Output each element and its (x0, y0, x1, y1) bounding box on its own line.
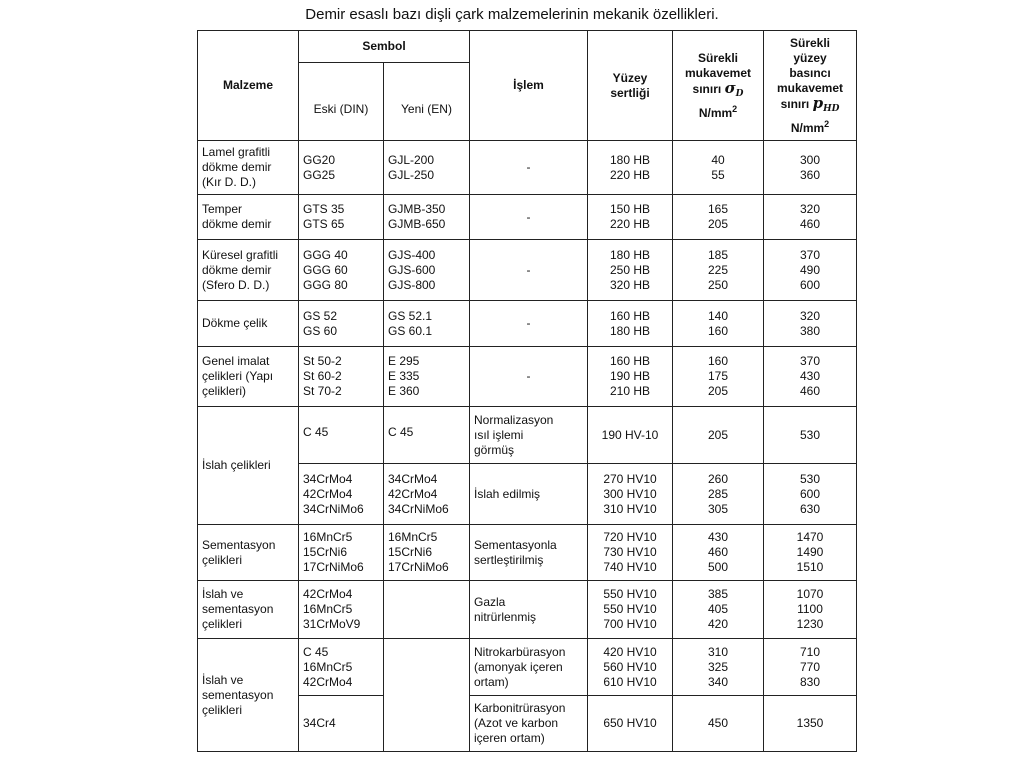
table-row (198, 141, 857, 195)
malzeme-cell: Genel imalat çelikleri (Yapı çelikleri) (198, 347, 299, 407)
malzeme-cell: Dökme çelik (198, 301, 299, 347)
islem-cell: İslah edilmiş (470, 464, 588, 525)
eski-cell: C 45 16MnCr5 42CrMo4 (299, 639, 384, 696)
eski-cell: GG20 GG25 (299, 141, 384, 195)
phd-cell: 1070 1100 1230 (764, 581, 857, 639)
sertlik-cell: 270 HV10 300 HV10 310 HV10 (588, 464, 673, 525)
header-row-1 (198, 31, 857, 63)
sigma-cell: 165 205 (673, 195, 764, 240)
eski-cell: 16MnCr5 15CrNi6 17CrNiMo6 (299, 525, 384, 581)
header-sembol: Sembol (299, 31, 470, 63)
sigma-cell: 205 (673, 407, 764, 464)
yeni-cell: 16MnCr5 15CrNi6 17CrNiMo6 (384, 525, 470, 581)
eski-cell: 42CrMo4 16MnCr5 31CrMoV9 (299, 581, 384, 639)
islem-cell: - (470, 240, 588, 301)
malzeme-cell: Küresel grafitli dökme demir (Sfero D. D.) (198, 240, 299, 301)
table-row (198, 407, 857, 464)
phd-cell: 710 770 830 (764, 639, 857, 696)
sertlik-cell: 150 HB 220 HB (588, 195, 673, 240)
table-row (198, 301, 857, 347)
phd-cell: 1350 (764, 696, 857, 752)
eski-cell: 34CrMo4 42CrMo4 34CrNiMo6 (299, 464, 384, 525)
islem-cell: Sementasyonla sertleştirilmiş (470, 525, 588, 581)
sigma-cell: 385 405 420 (673, 581, 764, 639)
malzeme-cell: Temper dökme demir (198, 195, 299, 240)
phd-cell: 320 460 (764, 195, 857, 240)
sigma-cell: 160 175 205 (673, 347, 764, 407)
sigma-cell: 260 285 305 (673, 464, 764, 525)
sigma-cell: 450 (673, 696, 764, 752)
islem-cell: - (470, 195, 588, 240)
eski-cell: GS 52 GS 60 (299, 301, 384, 347)
header-eski-din: Eski (DIN) (299, 63, 384, 141)
yeni-cell: GJS-400 GJS-600 GJS-800 (384, 240, 470, 301)
sertlik-cell: 550 HV10 550 HV10 700 HV10 (588, 581, 673, 639)
sertlik-cell: 720 HV10 730 HV10 740 HV10 (588, 525, 673, 581)
phd-cell: 370 430 460 (764, 347, 857, 407)
eski-cell: 34Cr4 (299, 696, 384, 752)
table-row (198, 525, 857, 581)
sertlik-cell: 160 HB 190 HB 210 HB (588, 347, 673, 407)
sigma-cell: 140 160 (673, 301, 764, 347)
yeni-cell: GS 52.1 GS 60.1 (384, 301, 470, 347)
sertlik-cell: 180 HB 250 HB 320 HB (588, 240, 673, 301)
islem-cell: - (470, 347, 588, 407)
islem-cell: - (470, 301, 588, 347)
yeni-cell: E 295 E 335 E 360 (384, 347, 470, 407)
header-malzeme: Malzeme (198, 31, 299, 141)
islem-cell: - (470, 141, 588, 195)
yeni-cell (384, 581, 470, 639)
islem-cell: Karbonitrürasyon (Azot ve karbon içeren ortam) (470, 696, 588, 752)
header-surekli-yuzey: Sürekli yüzey basıncı mukavemet sınırı $p_{HD}$ $N/mm^2$ (764, 31, 857, 141)
table-row (198, 639, 857, 696)
islem-cell: Gazla nitrürlenmiş (470, 581, 588, 639)
eski-cell: GGG 40 GGG 60 GGG 80 (299, 240, 384, 301)
phd-cell: 320 380 (764, 301, 857, 347)
table-row (198, 581, 857, 639)
sertlik-cell: 190 HV-10 (588, 407, 673, 464)
malzeme-cell: Sementasyon çelikleri (198, 525, 299, 581)
phd-cell: 530 (764, 407, 857, 464)
islem-cell: Normalizasyon ısıl işlemi görmüş (470, 407, 588, 464)
header-surekli-mukavemet: Sürekli mukavemet sınırı $\sigma_D$ $N/mm^2$ (673, 31, 764, 141)
eski-cell: GTS 35 GTS 65 (299, 195, 384, 240)
header-yeni-en: Yeni (EN) (384, 63, 470, 141)
sertlik-cell: 650 HV10 (588, 696, 673, 752)
table-title: Demir esaslı bazı dişli çark malzemelerinin mekanik özellikleri. (305, 6, 719, 23)
materials-table (197, 30, 857, 752)
phd-cell: 530 600 630 (764, 464, 857, 525)
table-row (198, 240, 857, 301)
yeni-cell (384, 639, 470, 752)
sigma-cell: 40 55 (673, 141, 764, 195)
phd-cell: 370 490 600 (764, 240, 857, 301)
yeni-cell: GJL-200 GJL-250 (384, 141, 470, 195)
sigma-cell: 185 225 250 (673, 240, 764, 301)
sigma-cell: 430 460 500 (673, 525, 764, 581)
header-islem: İşlem (470, 31, 588, 141)
p-symbol: p (812, 93, 824, 112)
malzeme-cell: Lamel grafitli dökme demir (Kır D. D.) (198, 141, 299, 195)
table-row (198, 347, 857, 407)
malzeme-cell: İslah çelikleri (198, 407, 299, 525)
sertlik-cell: 160 HB 180 HB (588, 301, 673, 347)
yeni-cell: C 45 (384, 407, 470, 464)
eski-cell: St 50-2 St 60-2 St 70-2 (299, 347, 384, 407)
phd-cell: 300 360 (764, 141, 857, 195)
header-yuzey-sertligi: Yüzey sertliği (588, 31, 673, 141)
sigma-symbol: σ (724, 78, 736, 97)
sigma-cell: 310 325 340 (673, 639, 764, 696)
phd-cell: 1470 1490 1510 (764, 525, 857, 581)
eski-cell: C 45 (299, 407, 384, 464)
islem-cell: Nitrokarbürasyon (amonyak içeren ortam) (470, 639, 588, 696)
sertlik-cell: 180 HB 220 HB (588, 141, 673, 195)
malzeme-cell: İslah ve sementasyon çelikleri (198, 639, 299, 752)
malzeme-cell: İslah ve sementasyon çelikleri (198, 581, 299, 639)
yeni-cell: 34CrMo4 42CrMo4 34CrNiMo6 (384, 464, 470, 525)
sertlik-cell: 420 HV10 560 HV10 610 HV10 (588, 639, 673, 696)
table-row (198, 195, 857, 240)
yeni-cell: GJMB-350 GJMB-650 (384, 195, 470, 240)
